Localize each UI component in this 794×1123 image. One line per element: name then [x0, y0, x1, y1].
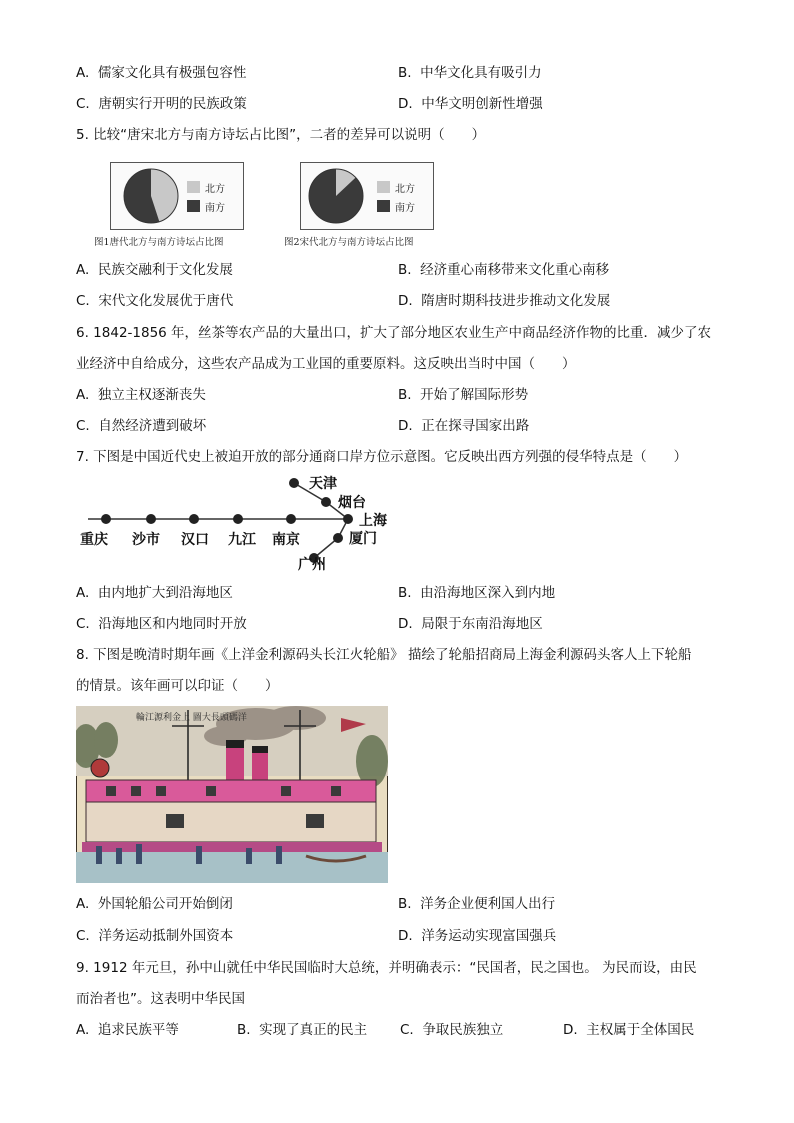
label-jiujiang: 九江: [228, 532, 256, 548]
q5-option-b[interactable]: [398, 261, 609, 279]
option-letter: D.: [398, 96, 413, 112]
option-text: 外国轮船公司开始倒闭: [97, 896, 233, 912]
option-letter: B.: [398, 387, 412, 403]
option-letter: C.: [76, 96, 90, 112]
option-text: 洋务企业便利国人出行: [420, 896, 556, 912]
option-text: 隋唐时期科技进步推动文化发展: [421, 293, 611, 309]
q9-option-d[interactable]: [563, 1021, 694, 1039]
label-yantai: 烟台: [338, 495, 366, 511]
option-text: 争取民族独立: [422, 1022, 504, 1038]
option-text: 局限于东南沿海地区: [421, 616, 543, 632]
q9-option-a[interactable]: [76, 1021, 179, 1039]
emblem: [91, 759, 109, 777]
option-letter: A.: [76, 1022, 90, 1038]
q8-option-a[interactable]: [76, 895, 233, 913]
option-text: 正在探寻国家出路: [421, 418, 530, 434]
label-tianjin: 天津: [309, 476, 337, 492]
q4-option-c[interactable]: [76, 95, 247, 113]
label-guangzhou: 广州: [298, 557, 326, 573]
label-shashi: 沙市: [132, 532, 160, 548]
port-dot-yantai: [321, 497, 331, 507]
option-letter: A.: [76, 262, 90, 278]
q4-option-b[interactable]: [398, 64, 542, 82]
option-letter: C.: [400, 1022, 414, 1038]
label-hankou: 汉口: [181, 532, 209, 548]
q9-stem-line2: 而治者也”。这表明中华民国: [76, 991, 245, 1007]
option-text: 民族交融利于文化发展: [97, 262, 233, 278]
q5-option-d[interactable]: [398, 292, 610, 310]
option-letter: A.: [76, 387, 90, 403]
steamship-painting: [76, 706, 388, 883]
option-text: 中华文明创新性增强: [421, 96, 543, 112]
port-dot-chongqing: [101, 514, 111, 524]
option-letter: D.: [398, 928, 413, 944]
q9-option-c[interactable]: [400, 1021, 503, 1039]
option-letter: A.: [76, 896, 90, 912]
q6-option-d[interactable]: [398, 417, 529, 435]
q7-stem: 7. 下图是中国近代史上被迫开放的部分通商口岸方位示意图。它反映出西方列强的侵华特点是（ ）: [76, 449, 688, 465]
q6-option-b[interactable]: [398, 386, 528, 404]
option-letter: B.: [398, 896, 412, 912]
option-text: 儒家文化具有极强包容性: [97, 65, 247, 81]
option-text: 经济重心南移带来文化重心南移: [420, 262, 610, 278]
label-xiamen: 厦门: [349, 531, 377, 547]
option-letter: D.: [398, 293, 413, 309]
q5-figure-tang: [110, 162, 244, 230]
fig2-caption: 图2宋代北方与南方诗坛占比图: [284, 237, 414, 248]
legend-north-label: 北方: [395, 184, 415, 195]
q7-option-c[interactable]: [76, 615, 247, 633]
fig1-caption: 图1唐代北方与南方诗坛占比图: [94, 237, 224, 248]
label-chongqing: 重庆: [80, 532, 108, 548]
q6-option-c[interactable]: [76, 417, 206, 435]
legend-north-label: 北方: [205, 184, 225, 195]
q8-stem-line1: 8. 下图是晚清时期年画《上洋金利源码头长江火轮船》 描绘了轮船招商局上海金利源码头客人上下轮船: [76, 647, 692, 663]
option-letter: C.: [76, 928, 90, 944]
option-text: 洋务运动实现富国强兵: [421, 928, 557, 944]
q5-figure-song: [300, 162, 434, 230]
q4-option-a[interactable]: [76, 64, 246, 82]
option-text: 由内地扩大到沿海地区: [97, 585, 233, 601]
q8-option-c[interactable]: [76, 927, 233, 945]
label-nanjing: 南京: [272, 532, 300, 548]
option-letter: D.: [398, 418, 413, 434]
option-text: 主权属于全体国民: [586, 1022, 695, 1038]
option-letter: B.: [398, 262, 412, 278]
option-text: 实现了真正的民主: [259, 1022, 368, 1038]
legend-south-swatch: [377, 200, 390, 212]
port-dot-shashi: [146, 514, 156, 524]
option-text: 洋务运动抵制外国资本: [98, 928, 234, 944]
q5-stem: 5. 比较“唐宋北方与南方诗坛占比图”，二者的差异可以说明（ ）: [76, 127, 486, 143]
song-pie-chart: [301, 163, 433, 229]
option-text: 中华文化具有吸引力: [420, 65, 542, 81]
q6-stem-line2: 业经济中自给成分，这些农产品成为工业国的重要原料。这反映出当时中国（ ）: [76, 356, 576, 372]
port-dot-nanjing: [286, 514, 296, 524]
q7-option-d[interactable]: [398, 615, 543, 633]
port-dot-xiamen: [333, 533, 343, 543]
option-letter: B.: [398, 585, 412, 601]
legend-south-label: 南方: [205, 203, 225, 214]
legend-north-swatch: [377, 181, 390, 193]
option-letter: C.: [76, 293, 90, 309]
option-text: 开始了解国际形势: [420, 387, 529, 403]
q8-option-d[interactable]: [398, 927, 556, 945]
q5-option-c[interactable]: [76, 292, 233, 310]
option-letter: D.: [398, 616, 413, 632]
q5-option-a[interactable]: [76, 261, 233, 279]
q6-stem-line1: 6. 1842-1856 年，丝茶等农产品的大量出口，扩大了部分地区农业生产中商品经济作物的比重．减少了农: [76, 325, 712, 341]
legend-north-swatch: [187, 181, 200, 193]
port-dot-tianjin: [289, 478, 299, 488]
option-letter: C.: [76, 616, 90, 632]
option-letter: C.: [76, 418, 90, 434]
legend-south-label: 南方: [395, 203, 415, 214]
q4-option-d[interactable]: [398, 95, 543, 113]
label-shanghai: 上海: [359, 513, 387, 529]
option-text: 追求民族平等: [97, 1022, 179, 1038]
q6-option-a[interactable]: [76, 386, 206, 404]
q7-option-b[interactable]: [398, 584, 555, 602]
port-dot-jiujiang: [233, 514, 243, 524]
q8-option-b[interactable]: [398, 895, 555, 913]
option-letter: A.: [76, 585, 90, 601]
tang-pie-chart: [111, 163, 243, 229]
option-letter: B.: [237, 1022, 251, 1038]
q8-stem-line2: 的情景。该年画可以印证（ ）: [76, 678, 279, 694]
treaty-ports-map: [76, 472, 416, 582]
river: [76, 852, 388, 883]
painting-inscription: 輪江源利金上 圖大長頭碼洋: [136, 713, 247, 723]
port-dot-shanghai: [343, 514, 353, 524]
option-text: 唐朝实行开明的民族政策: [98, 96, 247, 112]
q7-option-a[interactable]: [76, 584, 233, 602]
option-letter: B.: [398, 65, 412, 81]
q9-option-b[interactable]: [237, 1021, 367, 1039]
q9-stem-line1: 9. 1912 年元旦，孙中山就任中华民国临时大总统，并明确表示：“民国者，民之国也。 为民而设，由民: [76, 960, 697, 976]
legend-south-swatch: [187, 200, 200, 212]
option-text: 宋代文化发展优于唐代: [98, 293, 234, 309]
port-dot-hankou: [189, 514, 199, 524]
option-letter: D.: [563, 1022, 578, 1038]
option-text: 自然经济遭到破坏: [98, 418, 207, 434]
option-text: 独立主权逐渐丧失: [97, 387, 206, 403]
option-text: 由沿海地区深入到内地: [420, 585, 556, 601]
option-text: 沿海地区和内地同时开放: [98, 616, 247, 632]
option-letter: A.: [76, 65, 90, 81]
